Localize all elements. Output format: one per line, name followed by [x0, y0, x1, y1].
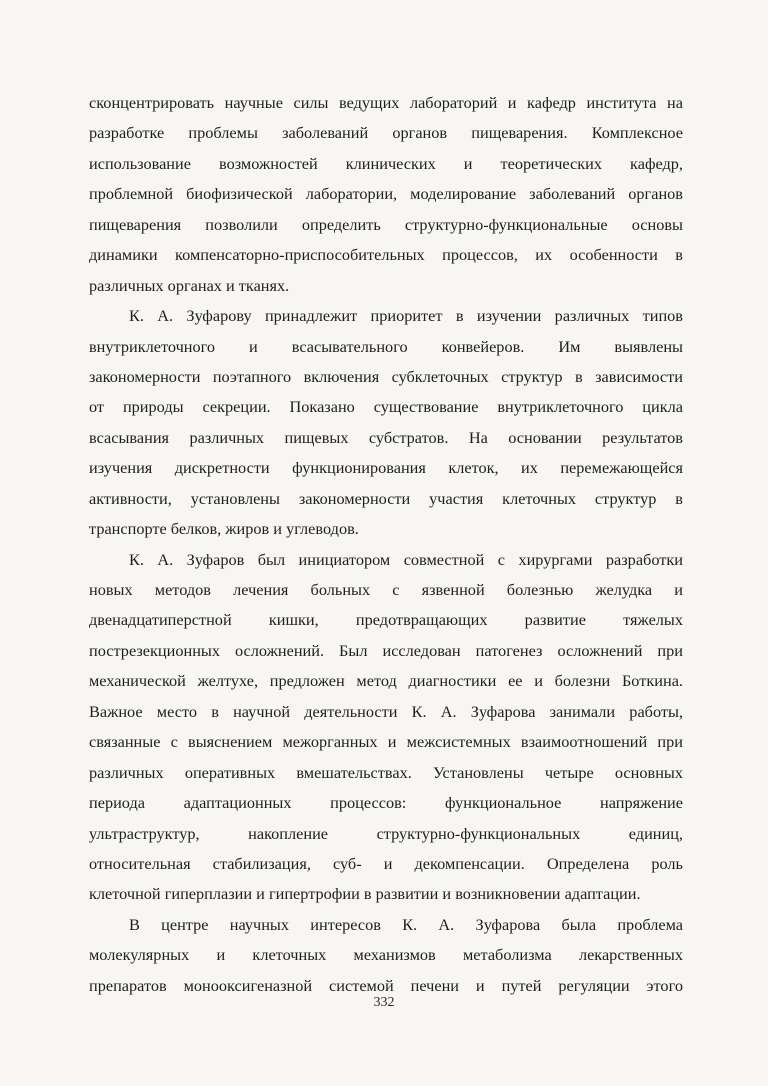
body-text [89, 88, 683, 1001]
text-line: клеточной гиперплазии и гипертрофии в развитии и возникновении адаптации. [89, 884, 641, 904]
text-line: использование возможностей клинических и теоретических кафедр, [89, 153, 683, 173]
text-line: различных оперативных вмешательствах. Установлены четыре основных [89, 762, 683, 782]
paragraph-2 [89, 301, 683, 545]
paragraph-1 [89, 88, 683, 301]
text-line: сконцентрировать научные силы ведущих лабораторий и кафедр института на [89, 93, 683, 112]
text-line: пострезекционных осложнений. Был исследован патогенез осложнений при [89, 640, 683, 660]
text-line: К. А. Зуфарову принадлежит приоритет в изучении различных типов [129, 306, 683, 326]
text-line: периода адаптационных процессов: функциональное напряжение [89, 793, 683, 813]
text-line: В центре научных интересов К. А. Зуфарова была проблема [129, 914, 683, 934]
page-number: 332 [373, 995, 395, 1010]
text-line: всасывания различных пищевых субстратов. На основании результатов [89, 427, 683, 447]
paragraph-3 [89, 545, 683, 910]
text-line: новых методов лечения больных с язвенной болезнью желудка и [89, 580, 683, 599]
text-line: пищеварения позволили определить структурно-функциональные основы [89, 214, 683, 234]
text-line: разработке проблемы заболеваний органов пищеварения. Комплексное [89, 123, 683, 143]
text-line: К. А. Зуфаров был инициатором совместной с хирургами разработки [129, 549, 683, 569]
text-line: от природы секреции. Показано существование внутриклеточного цикла [89, 397, 683, 417]
text-line: закономерности поэтапного включения субклеточных структур в зависимости [89, 366, 683, 386]
text-line: Важное место в научной деятельности К. А. Зуфарова занимали работы, [89, 701, 683, 721]
text-line: связанные с выяснением межорганных и межсистемных взаимоотношений при [89, 732, 683, 752]
text-line: двенадцатиперстной кишки, предотвращающих развитие тяжелых [89, 610, 683, 630]
text-line: изучения дискретности функционирования клеток, их перемежающейся [89, 458, 683, 478]
paragraph-4 [89, 910, 683, 1001]
text-line: внутриклеточного и всасывательного конвейеров. Им выявлены [89, 336, 683, 356]
text-line: транспорте белков, жиров и углеводов. [89, 519, 359, 539]
text-line: препаратов монооксигеназной системой печени и путей регуляции этого [89, 975, 683, 995]
text-line: различных органах и тканях. [89, 275, 290, 295]
text-line: молекулярных и клеточных механизмов метаболизма лекарственных [89, 945, 683, 965]
text-line: проблемной биофизической лаборатории, моделирование заболеваний органов [89, 184, 683, 204]
text-line: относительная стабилизация, суб- и декомпенсации. Определена роль [89, 853, 683, 873]
text-line: механической желтухе, предложен метод диагностики ее и болезни Боткина. [89, 671, 683, 691]
text-line: ультраструктур, накопление структурно-функциональных единиц, [89, 823, 683, 843]
text-line: динамики компенсаторно-приспособительных процессов, их особенности в [89, 245, 683, 265]
text-line: активности, установлены закономерности участия клеточных структур в [89, 488, 683, 508]
